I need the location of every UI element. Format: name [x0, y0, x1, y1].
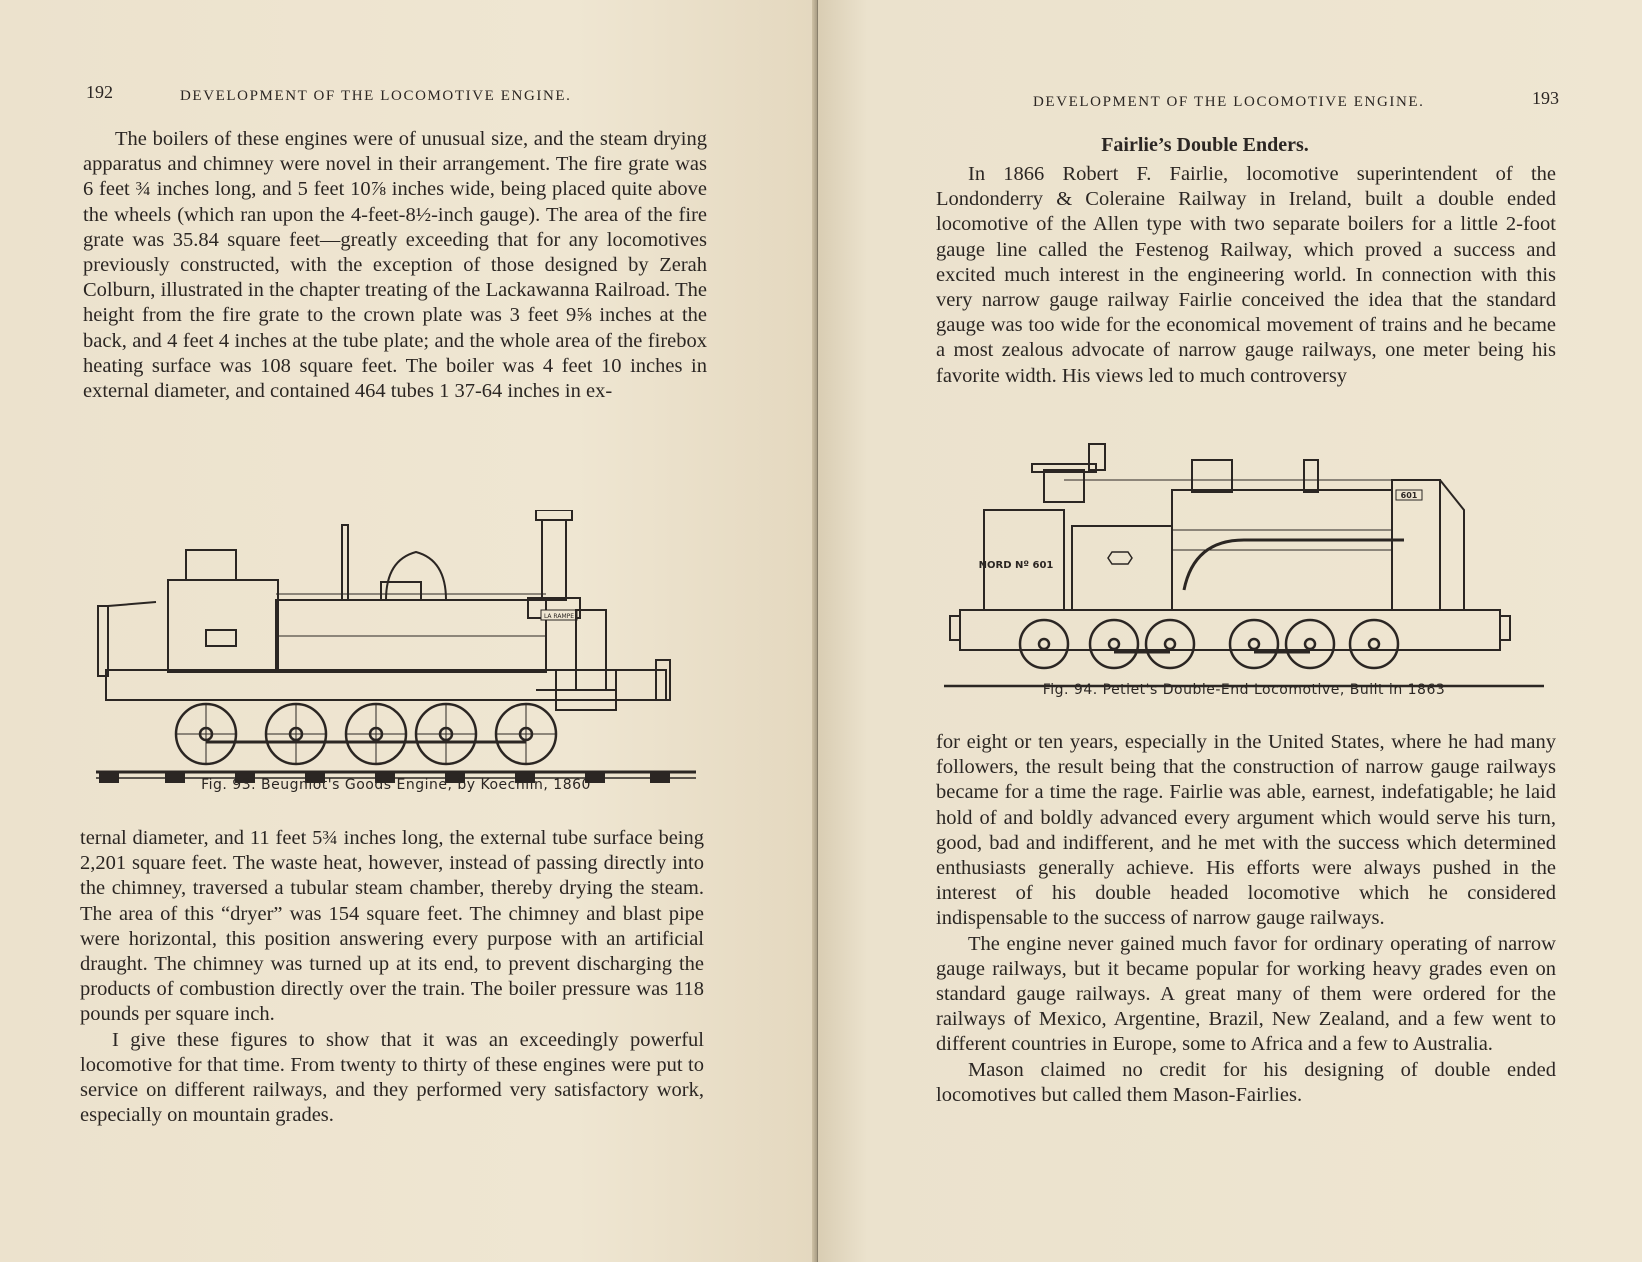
locomotive-illustration-fig94 — [944, 440, 1544, 690]
right-page — [818, 0, 1642, 1262]
page-number: 192 — [86, 82, 113, 102]
body-text-bottom — [80, 826, 704, 1128]
paragraph: In 1866 Robert F. Fairlie, locomotive superintendent of the Londonderry & Coleraine Railway in Ireland, built a double ended locomotive of the Allen type with two separate boilers for a little 2-foot gauge line called the Festenog Railway, which proved a success and excited much interest in the engineering world. In connection with this very narrow gauge railway Fairlie conceived the idea that the standard gauge was too wide for the economical movement of trains and he became a most zealous advocate of narrow gauge railways, one meter being his favorite width. His views led to much controversy — [936, 163, 1556, 387]
body-text-bottom — [936, 730, 1556, 1108]
left-page — [0, 0, 818, 1262]
running-head: DEVELOPMENT OF THE LOCOMOTIVE ENGINE. — [1033, 94, 1425, 110]
locomotive-illustration-fig93 — [96, 510, 696, 792]
page-number: 193 — [1532, 88, 1559, 108]
fig94-number-plate: 601 — [1400, 491, 1418, 500]
body-text-top — [83, 127, 707, 404]
paragraph: The engine never gained much favor for ordinary operating of narrow gauge railways, but it became popular for working heavy grades even on standard gauge railways. A great many of them were ordered for the railways of Mexico, Argentine, Brazil, New Zealand, and a few went to different countries in Europe, some to Africa and a few to Australia. — [936, 932, 1556, 1056]
fig93-plate-text: LA RAMPE — [543, 613, 575, 620]
paragraph: The boilers of these engines were of unusual size, and the steam drying apparatus and chimney were novel in their arrangement. The fire grate was 6 feet ¾ inches long, and 5 feet 10⅞ inches wide, being placed quite above the wheels (which ran upon the 4-feet-8½-inch gauge). The area of the fire grate was 35.84 square feet—greatly exceeding that for any locomotives previously constructed, with the exception of those designed by Zerah Colburn, illustrated in the chapter treating of the Lackawanna Railroad. The height from the fire grate to the crown plate was 3 feet 9⅝ inches at the back, and 4 feet 4 inches at the tube plate; and the whole area of the firebox heating surface was 108 square feet. The boiler was 4 feet 10 inches in external diameter, and contained 464 tubes 1 37-64 inches in ex- — [83, 128, 707, 403]
paragraph: ternal diameter, and 11 feet 5¾ inches long, the external tube surface being 2,201 square feet. The waste heat, however, instead of passing directly into the chimney, traversed a tubular steam chamber, thereby drying the steam. The area of this “dryer” was 154 square feet. The chimney and blast pipe were horizontal, this position answering every purpose with an artificial draught. The chimney was turned up at its end, to prevent discharging the products of combustion directly over the train. The boiler pressure was 118 pounds per square inch. — [80, 827, 704, 1026]
figure-caption-fig94: Fig. 94. Petiet's Double-End Locomotive, Built in 1863 — [1042, 682, 1446, 698]
paragraph: Mason claimed no credit for his designing of double ended locomotives but called them Mason-Fairlies. — [936, 1058, 1556, 1106]
figure-caption-fig93: Fig. 93. Beugniot's Goods Engine, by Koechlin, 1860 — [201, 777, 591, 793]
body-text-top — [936, 162, 1556, 389]
paragraph: for eight or ten years, especially in the United States, where he had many followers, the result being that the construction of narrow gauge railways became for a time the rage. Fairlie was able, earnest, indefatigable; he laid hold of and boldly advanced every argument which would serve his turn, good, bad and indifferent, and he met with the success which determined enthusiasts generally achieve. His efforts were always pushed in the interest of his double headed locomotive which he considered indispensable to the success of narrow gauge railways. — [936, 731, 1556, 930]
section-heading: Fairlie’s Double Enders. — [1101, 134, 1309, 156]
fig94-cab-text: NORD Nº 601 — [978, 560, 1054, 571]
running-head: DEVELOPMENT OF THE LOCOMOTIVE ENGINE. — [180, 88, 572, 104]
paragraph: I give these figures to show that it was an exceedingly powerful locomotive for that time. From twenty to thirty of these engines were put to service on different railways, and they performed very satisfactory work, especially on mountain grades. — [80, 1028, 704, 1127]
